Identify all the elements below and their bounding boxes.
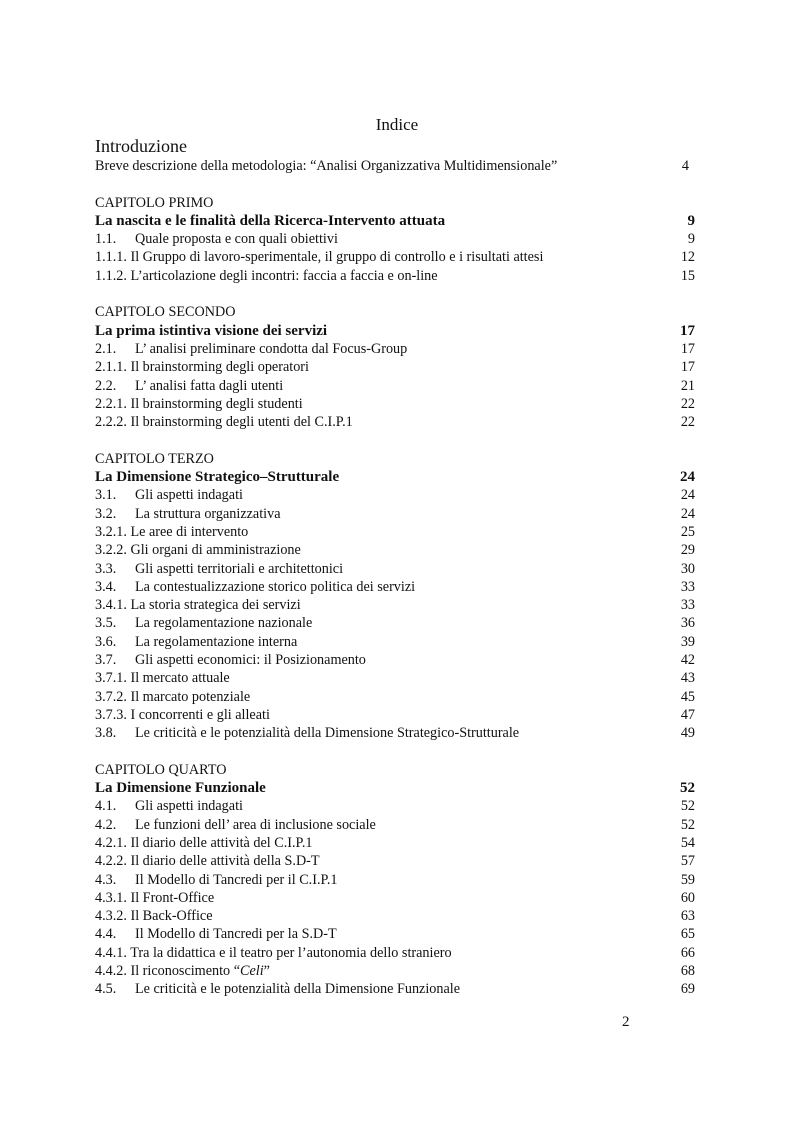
toc-entry-number: 4.4.1. bbox=[95, 944, 127, 961]
toc-entry-number: 4.1. bbox=[95, 798, 117, 815]
chapter-label bbox=[95, 761, 695, 779]
toc-entry-number: 4.2.2. bbox=[95, 853, 127, 870]
toc-entry-label: Il riconoscimento “Celi” bbox=[130, 963, 270, 980]
toc-entry-number: 4.3. bbox=[95, 871, 117, 888]
toc-entry-label: Quale proposta e con quali obiettivi bbox=[135, 231, 338, 248]
toc-entry-text bbox=[95, 596, 301, 614]
chapter-label bbox=[95, 194, 695, 212]
toc-entry-label: L’ analisi preliminare condotta dal Focus-Group bbox=[135, 340, 408, 357]
toc-entry bbox=[95, 486, 695, 504]
toc-entry-page: 9 bbox=[687, 231, 695, 248]
toc-entry-label: Gli aspetti territoriali e architettonici bbox=[135, 560, 344, 577]
toc-entry-page: 24 bbox=[680, 505, 695, 522]
toc-entry-label: Il mercato attuale bbox=[130, 670, 230, 687]
toc-entry bbox=[95, 651, 695, 669]
toc-entry-number: 2.2.1. bbox=[95, 395, 127, 412]
toc-entry-label: Il Modello di Tancredi per la S.D-T bbox=[135, 926, 337, 943]
toc-entry-label: Il Front-Office bbox=[130, 889, 215, 906]
toc-entry-text bbox=[95, 980, 460, 998]
toc-entry bbox=[95, 523, 695, 541]
toc-entry-page: 57 bbox=[680, 853, 695, 870]
toc-entry-text bbox=[95, 706, 270, 724]
toc-entry-text bbox=[95, 944, 452, 962]
toc-entry-page: 45 bbox=[680, 688, 695, 705]
chapter-heading-label: La Dimensione Funzionale bbox=[95, 780, 266, 797]
chapter-label-text: CAPITOLO SECONDO bbox=[95, 304, 236, 321]
toc-entry-page: 68 bbox=[680, 963, 695, 980]
toc-entry bbox=[95, 944, 695, 962]
toc-entry-number: 3.7.2. bbox=[95, 688, 127, 705]
toc-entry-number: 4.3.2. bbox=[95, 908, 127, 925]
toc-entry-label: Il diario delle attività del C.I.P.1 bbox=[130, 834, 313, 851]
toc-entry-number: 3.2.1. bbox=[95, 523, 127, 540]
toc-entry-number: 4.3.1. bbox=[95, 889, 127, 906]
toc-entry-page: 17 bbox=[680, 359, 695, 376]
toc-entry-page: 42 bbox=[680, 652, 695, 669]
toc-entry-label: La contestualizzazione storico politica dei servizi bbox=[135, 578, 416, 595]
toc-entry bbox=[95, 596, 695, 614]
toc-entry-number: 4.2. bbox=[95, 816, 117, 833]
toc-entry-text bbox=[95, 871, 337, 889]
intro-heading: Introduzione bbox=[95, 136, 187, 156]
toc-entry bbox=[95, 871, 695, 889]
toc-entry bbox=[95, 230, 695, 248]
toc-entry-page: 22 bbox=[680, 414, 695, 431]
toc-entry-number: 2.2.2. bbox=[95, 414, 127, 431]
toc-entry-page: 52 bbox=[680, 798, 695, 815]
toc-entry-number: 3.4.1. bbox=[95, 597, 127, 614]
toc-entry-label: Gli aspetti economici: il Posizionamento bbox=[135, 652, 366, 669]
toc-entry-number: 3.7.3. bbox=[95, 706, 127, 723]
toc-entry-text bbox=[95, 925, 337, 943]
toc-entry-text bbox=[95, 523, 248, 541]
toc-entry-label: La struttura organizzativa bbox=[135, 505, 281, 522]
toc-entry-number: 3.1. bbox=[95, 487, 117, 504]
toc-entry-text bbox=[95, 578, 415, 596]
toc-entry-page: 52 bbox=[680, 816, 695, 833]
toc-entry-number: 3.5. bbox=[95, 615, 117, 632]
toc-entry-page: 47 bbox=[680, 706, 695, 723]
toc-entry-number: 4.2.1. bbox=[95, 834, 127, 851]
chapter-heading-label: La prima istintiva visione dei servizi bbox=[95, 322, 328, 339]
toc-entry-page: 33 bbox=[680, 597, 695, 614]
toc-entry-label: Il brainstorming degli studenti bbox=[130, 395, 303, 412]
toc-entry-text bbox=[95, 852, 320, 870]
toc-entry-number: 1.1.1. bbox=[95, 249, 127, 266]
toc-entry-page: 24 bbox=[680, 487, 695, 504]
toc-entry-page: 49 bbox=[680, 725, 695, 742]
toc-entry-page: 39 bbox=[680, 633, 695, 650]
toc-entry-number: 2.1.1. bbox=[95, 359, 127, 376]
toc-entry-page: 43 bbox=[680, 670, 695, 687]
toc-entry-text bbox=[95, 267, 438, 285]
toc-entry-label: L’articolazione degli incontri: faccia a faccia e on-line bbox=[130, 267, 438, 284]
toc-entry bbox=[95, 706, 695, 724]
toc-entry-page: 22 bbox=[680, 395, 695, 412]
chapter-label-text: CAPITOLO PRIMO bbox=[95, 194, 214, 211]
toc-entry-number: 4.4.2. bbox=[95, 963, 127, 980]
toc-entry-page: 60 bbox=[680, 889, 695, 906]
toc-entry bbox=[95, 889, 695, 907]
chapter-heading bbox=[95, 212, 695, 230]
toc-entry-label: La regolamentazione nazionale bbox=[135, 615, 313, 632]
toc-entry-label: Il Back-Office bbox=[130, 908, 213, 925]
toc-entry-number: 3.4. bbox=[95, 578, 117, 595]
toc-entry bbox=[95, 669, 695, 687]
chapter-heading bbox=[95, 468, 695, 486]
toc-entry-text bbox=[95, 816, 376, 834]
toc-entry-text bbox=[95, 651, 366, 669]
toc-entry bbox=[95, 852, 695, 870]
toc-entry-text bbox=[95, 377, 283, 395]
toc-entry-number: 3.2.2. bbox=[95, 542, 127, 559]
toc-entry-label: La storia strategica dei servizi bbox=[130, 597, 301, 614]
toc-entry-number: 3.6. bbox=[95, 633, 117, 650]
toc-entry-text bbox=[95, 395, 303, 413]
chapter-label-text: CAPITOLO TERZO bbox=[95, 450, 214, 467]
toc-entry-number: 2.1. bbox=[95, 340, 117, 357]
toc-entry-text bbox=[95, 358, 309, 376]
toc-entry-page: 59 bbox=[680, 871, 695, 888]
toc-entry-page: 15 bbox=[680, 267, 695, 284]
toc-entry-text bbox=[95, 230, 338, 248]
chapter-heading-page: 17 bbox=[680, 322, 695, 339]
toc-entry bbox=[95, 834, 695, 852]
chapter-heading-label: La Dimensione Strategico–Strutturale bbox=[95, 469, 340, 486]
toc-entry bbox=[95, 395, 695, 413]
toc-entry bbox=[95, 816, 695, 834]
toc-entry-number: 1.1.2. bbox=[95, 267, 127, 284]
toc-entry-text bbox=[95, 541, 301, 559]
toc-entry-number: 3.3. bbox=[95, 560, 117, 577]
toc-entry bbox=[95, 505, 695, 523]
toc-entry-text bbox=[95, 797, 243, 815]
toc-entry bbox=[95, 962, 695, 980]
toc-entry-page: 33 bbox=[680, 578, 695, 595]
toc-entry-label: Gli aspetti indagati bbox=[135, 798, 243, 815]
toc-entry-page: 12 bbox=[680, 249, 695, 266]
toc-entry-intro bbox=[95, 157, 695, 175]
chapter-heading bbox=[95, 322, 695, 340]
toc-entry-page: 17 bbox=[680, 340, 695, 357]
toc-entry-text bbox=[95, 248, 543, 266]
chapter-label bbox=[95, 450, 695, 468]
toc-entry-label: Il Gruppo di lavoro-sperimentale, il gruppo di controllo e i risultati attesi bbox=[130, 249, 544, 266]
toc-entry bbox=[95, 377, 695, 395]
toc-entry-label: Il diario delle attività della S.D-T bbox=[130, 853, 320, 870]
toc-entry-text bbox=[95, 724, 519, 742]
toc-entry bbox=[95, 633, 695, 651]
toc-entry-label: Le criticità e le potenzialità della Dimensione Strategico-Strutturale bbox=[135, 725, 520, 742]
toc-entry-label: La regolamentazione interna bbox=[135, 633, 298, 650]
toc-entry-text bbox=[95, 688, 250, 706]
italic-term: Celi bbox=[240, 963, 264, 980]
toc-entry-page: 4 bbox=[681, 158, 689, 174]
toc-entry-label: Gli aspetti indagati bbox=[135, 487, 243, 504]
toc-entry-label: Tra la didattica e il teatro per l’autonomia dello straniero bbox=[130, 944, 452, 961]
toc-entry bbox=[95, 907, 695, 925]
toc-entry-label: Le aree di intervento bbox=[130, 523, 249, 540]
toc-entry-number: 3.2. bbox=[95, 505, 117, 522]
chapter-heading-label: La nascita e le finalità della Ricerca-Intervento attuata bbox=[95, 212, 446, 229]
toc-entry bbox=[95, 560, 695, 578]
toc-entry bbox=[95, 267, 695, 285]
toc-entry-label: I concorrenti e gli alleati bbox=[130, 706, 270, 723]
toc-entry-page: 21 bbox=[680, 377, 695, 394]
toc-entry-text bbox=[95, 614, 312, 632]
toc-entry-text bbox=[95, 340, 407, 358]
chapter-heading-page: 24 bbox=[680, 469, 695, 486]
toc-entry-number: 3.8. bbox=[95, 725, 117, 742]
toc-entry-label: Le criticità e le potenzialità della Dimensione Funzionale bbox=[135, 981, 461, 998]
toc-entry-number: 3.7.1. bbox=[95, 670, 127, 687]
toc-entry-text bbox=[95, 633, 297, 651]
toc-entry-label: Gli organi di amministrazione bbox=[130, 542, 301, 559]
toc-entry bbox=[95, 797, 695, 815]
toc-entry-number: 3.7. bbox=[95, 652, 117, 669]
toc-entry-text bbox=[95, 560, 343, 578]
toc-entry-label: L’ analisi fatta dagli utenti bbox=[135, 377, 284, 394]
toc-entry-page: 25 bbox=[680, 523, 695, 540]
toc-entry-page: 69 bbox=[680, 981, 695, 998]
toc-entry-text bbox=[95, 889, 214, 907]
toc-entry-page: 65 bbox=[680, 926, 695, 943]
toc-entry bbox=[95, 578, 695, 596]
toc-entry bbox=[95, 980, 695, 998]
toc-entry bbox=[95, 413, 695, 431]
toc-entry bbox=[95, 925, 695, 943]
toc-entry-number: 2.2. bbox=[95, 377, 117, 394]
toc-entry-label: Breve descrizione della metodologia: “Analisi Organizzativa Multidimensionale” bbox=[95, 158, 558, 174]
toc-entry-text bbox=[95, 669, 230, 687]
toc-entry-number: 4.5. bbox=[95, 981, 117, 998]
chapter-label bbox=[95, 303, 695, 321]
chapter-heading-page: 9 bbox=[687, 212, 695, 229]
toc-entry-page: 36 bbox=[680, 615, 695, 632]
page-title: Indice bbox=[375, 115, 419, 134]
toc-entry-number: 1.1. bbox=[95, 231, 117, 248]
toc-entry-page: 30 bbox=[680, 560, 695, 577]
toc-entry bbox=[95, 248, 695, 266]
toc-entry-page: 66 bbox=[680, 944, 695, 961]
table-of-contents bbox=[95, 157, 695, 999]
toc-entry bbox=[95, 688, 695, 706]
toc-entry bbox=[95, 340, 695, 358]
chapter-heading bbox=[95, 779, 695, 797]
toc-entry-page: 54 bbox=[680, 834, 695, 851]
toc-entry-text bbox=[95, 413, 353, 431]
toc-entry bbox=[95, 614, 695, 632]
toc-entry-text bbox=[95, 962, 270, 980]
page-number: 2 bbox=[622, 1014, 630, 1030]
toc-entry bbox=[95, 358, 695, 376]
toc-entry-page: 63 bbox=[680, 908, 695, 925]
toc-entry-text bbox=[95, 486, 243, 504]
toc-entry-text bbox=[95, 907, 213, 925]
toc-entry-label: Il brainstorming degli utenti del C.I.P.1 bbox=[130, 414, 353, 431]
toc-entry-label: Il marcato potenziale bbox=[130, 688, 251, 705]
toc-entry-text bbox=[95, 505, 281, 523]
toc-entry-label: Il brainstorming degli operatori bbox=[130, 359, 309, 376]
toc-entry-label: Il Modello di Tancredi per il C.I.P.1 bbox=[135, 871, 338, 888]
toc-entry-number: 4.4. bbox=[95, 926, 117, 943]
toc-entry bbox=[95, 541, 695, 559]
toc-entry-page: 29 bbox=[680, 542, 695, 559]
chapter-heading-page: 52 bbox=[680, 780, 695, 797]
toc-entry-label: Le funzioni dell’ area di inclusione sociale bbox=[135, 816, 376, 833]
toc-entry bbox=[95, 724, 695, 742]
toc-entry-text bbox=[95, 834, 313, 852]
chapter-label-text: CAPITOLO QUARTO bbox=[95, 761, 227, 778]
